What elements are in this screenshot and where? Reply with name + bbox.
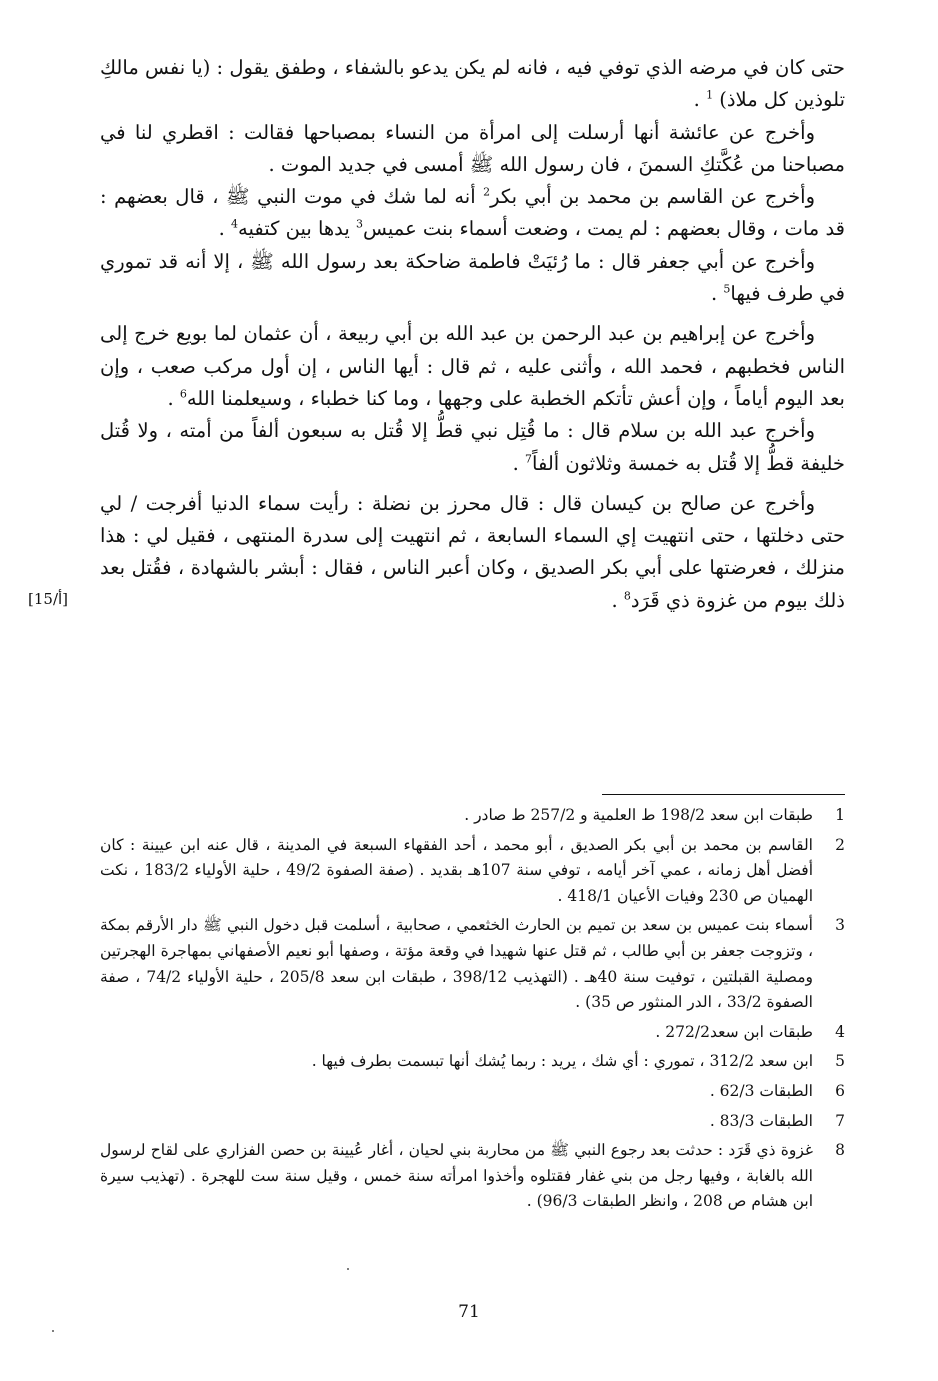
paragraph-text: أنه لما شك في موت النبي ﷺ ، قال بعضهم : قد مات ، وقال بعضهم : لم يمت ، وضعت أسماء بنت عميس (100, 185, 845, 241)
footnote-separator (602, 794, 845, 795)
footnote-item (100, 803, 845, 829)
footnote-number: 1 (835, 806, 845, 824)
paragraph-p1 (100, 52, 845, 117)
footnote-text: الطبقات 83/3 . (709, 1111, 813, 1130)
paragraph-text: . (167, 386, 180, 410)
footnote-number: 2 (835, 835, 845, 854)
paragraph-text: يدها بين كتفيه (238, 217, 357, 241)
paragraph-text: وأخرج عن أبي جعفر قال : ما رُئيَتْ فاطمة ضاحكة بعد رسول الله ﷺ ، إلا أنه قد تموري في طرف فيها (100, 249, 845, 306)
footnote-number: 3 (835, 916, 845, 935)
footnote-text: القاسم بن محمد بن أبي بكر الصديق ، أبو محمد ، أحد الفقهاء السبعة في المدينة ، قال عنه ابن عيينة : كان أفضل أهل زمانه ، عمي آخر أيامه ، توفي سنة 107هـ بقديد . (صفة الصفوة 49/2 ، حلية الأولياء 183/2 ، نكت الهميان ص 230 وفيات الأعيان 418/1 . (100, 835, 813, 905)
paragraph-text: . (611, 588, 624, 612)
footnote-item (100, 1020, 845, 1046)
paragraph-p2 (100, 117, 845, 182)
margin-folio-note: [15/أ] (28, 590, 69, 608)
paragraph-p6 (100, 415, 845, 480)
paragraph-text: . (512, 451, 526, 475)
paragraph-text: . (218, 217, 232, 241)
paragraph-text: . (710, 282, 724, 306)
paragraph-p7 (100, 488, 845, 617)
paragraph-p5 (100, 318, 845, 415)
footnote-ref[interactable]: 5 (723, 282, 731, 296)
footnote-item (100, 1109, 845, 1135)
paragraph-text: وأخرج عبد الله بن سلام قال : ما قُتِل نبي قطُّ إلا قُتل به سبعون ألفاً من أمته ، ولا قُتل خليفة قطُّ إلا قُتل به خمسة وثلاثون ألفاً (100, 419, 845, 475)
paragraph-text: وأخرج عن عائشة أنها أرسلت إلى امرأة من النساء بمصباحها فقالت : اقطري لنا في مصباحنا من عُكَّتكِ السمنَ ، فان رسول الله ﷺ أمسى في جديد الموت . (100, 120, 845, 176)
footnote-item (100, 1138, 845, 1215)
footnote-ref[interactable]: 2 (483, 185, 491, 199)
footnote-ref[interactable]: 7 (525, 452, 533, 466)
footnote-item (100, 1049, 845, 1075)
footnote-text: أسماء بنت عميس بن سعد بن تميم بن الحارث الخثعمي ، صحابية ، أسلمت قبل دخول النبي ﷺ دار الأرقم بمكة ، وتزوجت جعفر بن أبي طالب ، ثم قتل عنها شهيدا في وقعة مؤتة ، وصفها أبو نعيم الأصفهاني بمهاجرة الهجرتين ومصلية القبلتين ، توفيت سنة 40هـ . (التهذيب 398/12 ، طبقات ابن سعد 205/8 ، حلية الأولياء 74/2 ، صفة الصفوة 33/2 ، الدر المنثور ص 35) . (100, 916, 814, 1012)
footnote-item (100, 1079, 845, 1105)
paragraph-text: حتى كان في مرضه الذي توفي فيه ، فانه لم يكن يدعو بالشفاء ، وطفق يقول : (يا نفس مالكِ تلوذين كل ملاذ) (100, 56, 845, 112)
footnote-item (100, 833, 845, 910)
footnote-ref[interactable]: 4 (231, 217, 239, 231)
footnote-text: طبقات ابن سعد272/2 . (655, 1022, 813, 1041)
footnote-item (100, 913, 845, 1015)
footnote-text: غزوة ذي قَرَد : حدثت بعد رجوع النبي ﷺ من محاربة بني لحيان ، أغار عُيينة بن حصن الفزاري على لقاح لرسول الله بالغابة ، وفيها رجل من بني غفار فقتلوه وأخذوا امرأته سنة خمس ، وقيل سنة ست للهجرة . (تهذيب سيرة ابن هشام ص 208 ، وانظر الطبقات 96/3) . (100, 1141, 813, 1211)
footnote-text: ابن سعد 312/2 ، تموري : أي شك ، يريد : ربما يُشك أنها تبسمت بطرف فيها . (311, 1052, 813, 1071)
paragraph-text: وأخرج عن إبراهيم بن عبد الرحمن بن عبد الله بن أبي ربيعة ، أن عثمان لما بويع خرج إلى الناس فخطبهم ، فحمد الله ، وأثنى عليه ، ثم قال : أيها الناس ، إن أول مركب صعب ، وإن بعد اليوم أياماً ، وإن أعش تأتكم الخطبة على وجهها ، وما كنا خطباء ، وسيعلمنا الله (100, 322, 845, 410)
footnote-ref[interactable]: 6 (179, 387, 187, 401)
paragraph-text: وأخرج عن القاسم بن محمد بن أبي بكر (490, 185, 815, 209)
footnotes-section (100, 803, 845, 1215)
page-number: 71 (458, 1302, 480, 1322)
scan-speck (52, 1330, 54, 1332)
footnote-ref[interactable]: 8 (623, 589, 631, 603)
footnote-number: 6 (835, 1081, 845, 1100)
footnote-number: 5 (835, 1052, 845, 1071)
scan-speck (347, 1268, 349, 1270)
footnote-ref[interactable]: 1 (706, 88, 714, 102)
footnote-text: طبقات ابن سعد 198/2 ط العلمية و 257/2 ط صادر . (464, 806, 813, 824)
paragraph-p4 (100, 246, 845, 311)
paragraph-text: . (693, 88, 707, 112)
main-text-body (100, 52, 845, 617)
footnote-number: 4 (835, 1022, 845, 1041)
footnote-number: 8 (835, 1141, 845, 1160)
footnote-number: 7 (835, 1111, 845, 1130)
footnote-ref[interactable]: 3 (356, 217, 364, 231)
paragraph-text: وأخرج عن صالح بن كيسان قال : قال محرز بن نضلة : رأيت سماء الدنيا أفرجت / لي حتى دخلتها ، حتى انتهيت إي السماء السابعة ، ثم انتهيت إلى سدرة المنتهى ، فقيل لي : هذا منزلك ، فعرضتها على أبي بكر الصديق ، وكان أعبر الناس ، فقال : أبشر بالشهادة ، فقُتل بعد ذلك بيوم من غزوة ذي قَرَد (100, 491, 845, 612)
paragraph-p3 (100, 181, 845, 246)
footnote-text: الطبقات 62/3 . (709, 1081, 813, 1100)
